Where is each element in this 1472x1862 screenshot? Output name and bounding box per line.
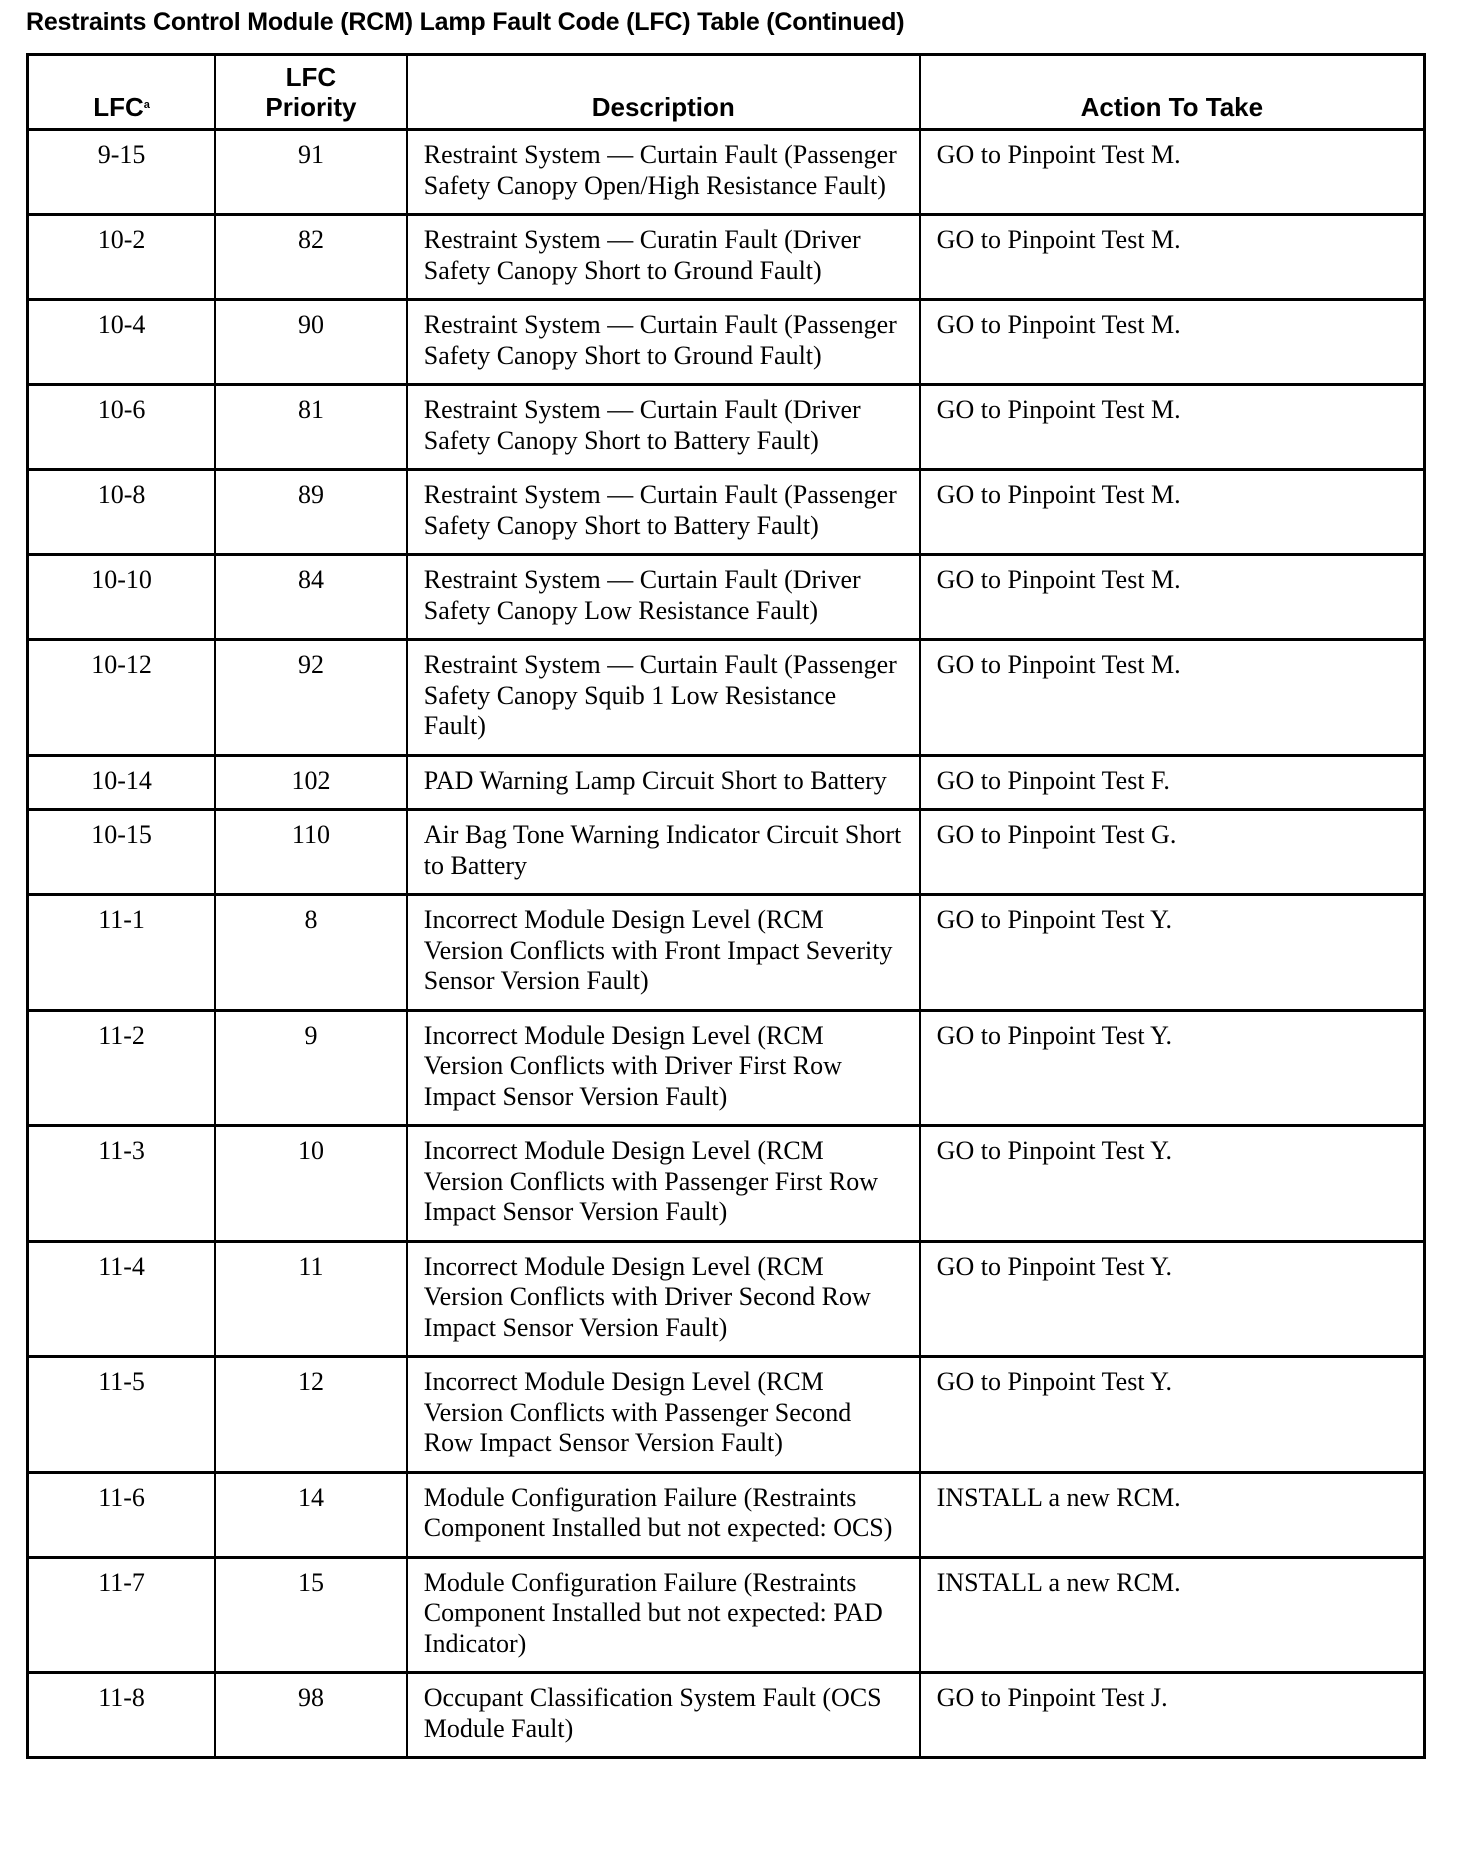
table-row	[28, 640, 1425, 756]
action-cell: GO to Pinpoint Test M.	[920, 385, 1425, 470]
table-row	[28, 1126, 1425, 1242]
lfc-cell: 10-10	[28, 555, 216, 640]
footnote-marker: a	[143, 99, 150, 111]
description-cell: Module Configuration Failure (Restraints Component Installed but not expected: PAD Indicator)	[407, 1557, 920, 1673]
description-cell: Restraint System — Curtain Fault (Passenger Safety Canopy Short to Battery Fault)	[407, 470, 920, 555]
lfc-cell: 9-15	[28, 130, 216, 215]
description-cell: Incorrect Module Design Level (RCM Version Conflicts with Passenger First Row Impact Sensor Version Fault)	[407, 1126, 920, 1242]
lfc-cell: 11-5	[28, 1357, 216, 1473]
table-row	[28, 130, 1425, 215]
priority-cell: 90	[215, 300, 407, 385]
priority-cell: 12	[215, 1357, 407, 1473]
lfc-cell: 10-6	[28, 385, 216, 470]
description-cell: Air Bag Tone Warning Indicator Circuit Short to Battery	[407, 810, 920, 895]
description-cell: Restraint System — Curtain Fault (Passenger Safety Canopy Squib 1 Low Resistance Fault)	[407, 640, 920, 756]
lfc-cell: 10-14	[28, 755, 216, 810]
lfc-cell: 11-4	[28, 1241, 216, 1357]
priority-cell: 81	[215, 385, 407, 470]
action-cell: GO to Pinpoint Test Y.	[920, 1241, 1425, 1357]
priority-cell: 110	[215, 810, 407, 895]
table-row	[28, 300, 1425, 385]
description-cell: Restraint System — Curtain Fault (Passenger Safety Canopy Open/High Resistance Fault)	[407, 130, 920, 215]
lfc-cell: 10-8	[28, 470, 216, 555]
action-cell: GO to Pinpoint Test F.	[920, 755, 1425, 810]
table-row	[28, 895, 1425, 1011]
table-row	[28, 755, 1425, 810]
priority-cell: 8	[215, 895, 407, 1011]
description-cell: Restraint System — Curtain Fault (Driver Safety Canopy Short to Battery Fault)	[407, 385, 920, 470]
priority-cell: 9	[215, 1010, 407, 1126]
table-row	[28, 1357, 1425, 1473]
lfc-cell: 10-4	[28, 300, 216, 385]
priority-cell: 14	[215, 1472, 407, 1557]
priority-cell: 84	[215, 555, 407, 640]
table-row	[28, 470, 1425, 555]
action-cell: INSTALL a new RCM.	[920, 1472, 1425, 1557]
description-cell: Incorrect Module Design Level (RCM Version Conflicts with Front Impact Severity Sensor Version Fault)	[407, 895, 920, 1011]
lfc-cell: 10-15	[28, 810, 216, 895]
table-row	[28, 385, 1425, 470]
priority-cell: 89	[215, 470, 407, 555]
action-cell: GO to Pinpoint Test M.	[920, 555, 1425, 640]
priority-cell: 15	[215, 1557, 407, 1673]
table-row	[28, 1472, 1425, 1557]
action-cell: GO to Pinpoint Test M.	[920, 215, 1425, 300]
table-row	[28, 215, 1425, 300]
action-cell: GO to Pinpoint Test M.	[920, 470, 1425, 555]
table-row	[28, 1557, 1425, 1673]
priority-cell: 10	[215, 1126, 407, 1242]
action-cell: GO to Pinpoint Test J.	[920, 1673, 1425, 1758]
lfc-cell: 11-2	[28, 1010, 216, 1126]
header-description: Description	[407, 55, 920, 130]
table-row	[28, 1010, 1425, 1126]
header-row	[28, 55, 1425, 130]
priority-cell: 91	[215, 130, 407, 215]
description-cell: Incorrect Module Design Level (RCM Version Conflicts with Passenger Second Row Impact Sensor Version Fault)	[407, 1357, 920, 1473]
description-cell: Restraint System — Curatin Fault (Driver Safety Canopy Short to Ground Fault)	[407, 215, 920, 300]
table-row	[28, 555, 1425, 640]
action-cell: INSTALL a new RCM.	[920, 1557, 1425, 1673]
lfc-cell: 10-2	[28, 215, 216, 300]
description-cell: Incorrect Module Design Level (RCM Version Conflicts with Driver Second Row Impact Sensor Version Fault)	[407, 1241, 920, 1357]
priority-cell: 82	[215, 215, 407, 300]
description-cell: Module Configuration Failure (Restraints Component Installed but not expected: OCS)	[407, 1472, 920, 1557]
action-cell: GO to Pinpoint Test M.	[920, 640, 1425, 756]
action-cell: GO to Pinpoint Test Y.	[920, 1357, 1425, 1473]
header-priority-line2: Priority	[265, 92, 357, 122]
priority-cell: 92	[215, 640, 407, 756]
priority-cell: 98	[215, 1673, 407, 1758]
table-row	[28, 1673, 1425, 1758]
table-row	[28, 1241, 1425, 1357]
description-cell: Restraint System — Curtain Fault (Passenger Safety Canopy Short to Ground Fault)	[407, 300, 920, 385]
header-lfc	[28, 55, 216, 130]
lfc-cell: 11-6	[28, 1472, 216, 1557]
action-cell: GO to Pinpoint Test M.	[920, 130, 1425, 215]
lfc-cell: 11-3	[28, 1126, 216, 1242]
action-cell: GO to Pinpoint Test M.	[920, 300, 1425, 385]
action-cell: GO to Pinpoint Test Y.	[920, 1010, 1425, 1126]
header-lfc-label: LFC	[93, 92, 144, 122]
header-priority	[215, 55, 407, 130]
table-row	[28, 810, 1425, 895]
header-action: Action To Take	[920, 55, 1425, 130]
description-cell: Occupant Classification System Fault (OCS Module Fault)	[407, 1673, 920, 1758]
lfc-cell: 11-7	[28, 1557, 216, 1673]
table-title: Restraints Control Module (RCM) Lamp Fault Code (LFC) Table (Continued)	[26, 8, 905, 36]
priority-cell: 11	[215, 1241, 407, 1357]
description-cell: PAD Warning Lamp Circuit Short to Battery	[407, 755, 920, 810]
lfc-cell: 11-8	[28, 1673, 216, 1758]
header-priority-line1: LFC	[285, 62, 337, 92]
action-cell: GO to Pinpoint Test Y.	[920, 895, 1425, 1011]
lfc-table	[26, 53, 1426, 1759]
action-cell: GO to Pinpoint Test G.	[920, 810, 1425, 895]
priority-cell: 102	[215, 755, 407, 810]
lfc-cell: 10-12	[28, 640, 216, 756]
action-cell: GO to Pinpoint Test Y.	[920, 1126, 1425, 1242]
description-cell: Incorrect Module Design Level (RCM Version Conflicts with Driver First Row Impact Sensor Version Fault)	[407, 1010, 920, 1126]
lfc-cell: 11-1	[28, 895, 216, 1011]
description-cell: Restraint System — Curtain Fault (Driver Safety Canopy Low Resistance Fault)	[407, 555, 920, 640]
